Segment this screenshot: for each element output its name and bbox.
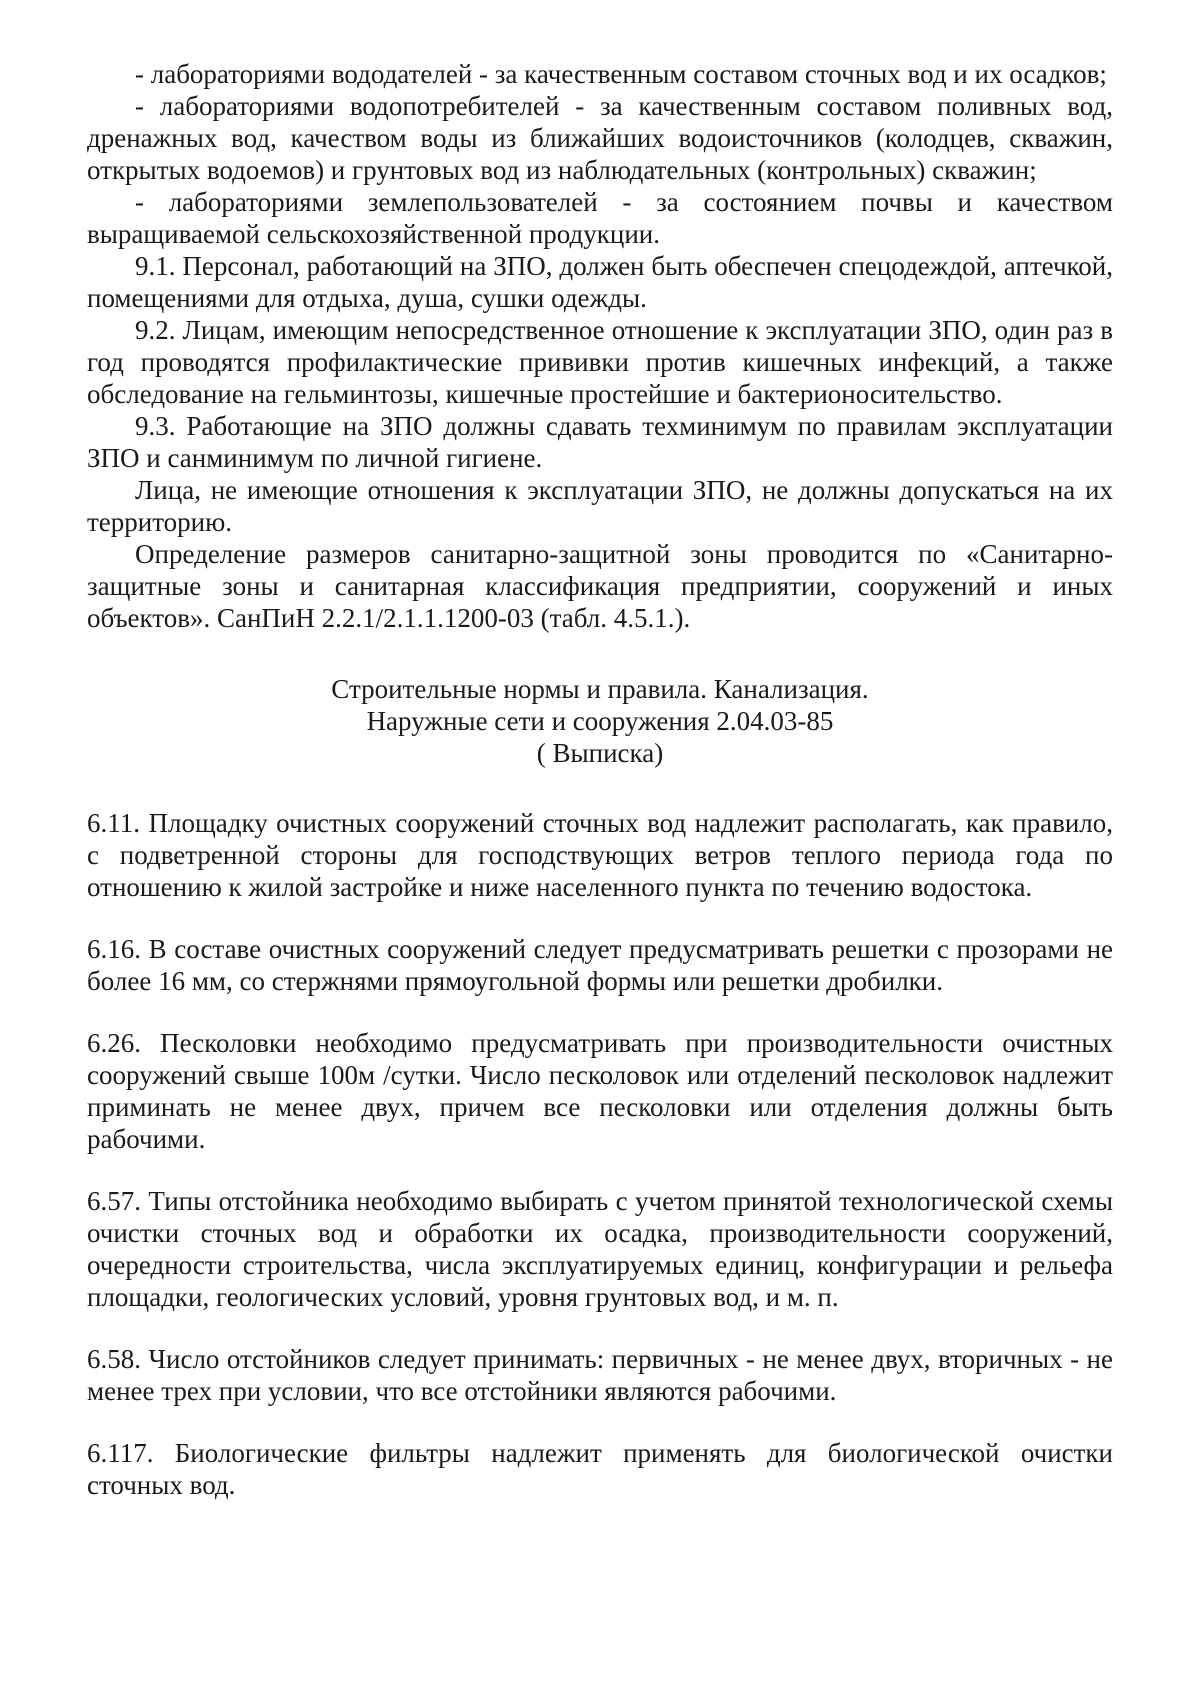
section-6-58: 6.58. Число отстойников следует принимать: первичных - не менее двух, вторичных - не менее трех при условии, что все отстойники являются рабочими. bbox=[87, 1344, 1113, 1406]
heading-line-2: Наружные сети и сооружения 2.04.03-85 bbox=[366, 706, 834, 736]
section-heading bbox=[87, 673, 1113, 769]
section-6-57: 6.57. Типы отстойника необходимо выбирать с учетом принятой технологической схемы очистки сточных вод и обработки их осадка, производительности сооружений, очередности строительства, числа эксплуатируемых единиц, конфигурации и рельефа площадки, геологических условий, уровня грунтовых вод, и м. п. bbox=[87, 1186, 1113, 1312]
paragraph-lab-water-consumers: - лабораториями водопотребителей - за качественным составом поливных вод, дренажных вод, качеством воды из ближайших водоисточников (колодцев, скважин, открытых водоемов) и грунтовых вод из наблюдательных (контрольных) скважин; bbox=[87, 91, 1113, 185]
paragraph-9-2: 9.2. Лицам, имеющим непосредственное отношение к эксплуатации ЗПО, один раз в год проводятся профилактические прививки против кишечных инфекций, а также обследование на гельминтозы, кишечные простейшие и бактерионосительство. bbox=[87, 315, 1113, 409]
heading-line-3: ( Выписка) bbox=[536, 738, 664, 768]
heading-line-1: Строительные нормы и правила. Канализация. bbox=[331, 674, 869, 704]
paragraph-9-1: 9.1. Персонал, работающий на ЗПО, должен быть обеспечен спецодеждой, аптечкой, помещениями для отдыха, душа, сушки одежды. bbox=[87, 251, 1113, 313]
section-6-117: 6.117. Биологические фильтры надлежит применять для биологической очистки сточных вод. bbox=[87, 1438, 1113, 1500]
sections-block bbox=[87, 807, 1113, 1501]
paragraph-lab-water-providers: - лабораториями вододателей - за качественным составом сточных вод и их осадков; bbox=[135, 59, 1107, 89]
paragraph-9-3: 9.3. Работающие на ЗПО должны сдавать техминимум по правилам эксплуатации ЗПО и санминимум по личной гигиене. bbox=[87, 411, 1113, 473]
section-6-26: 6.26. Песколовки необходимо предусматривать при производительности очистных сооружений свыше 100м /сутки. Число песколовок или отделений песколовок надлежит приминать не менее двух, причем все песколовки или отделения должны быть рабочими. bbox=[87, 1028, 1113, 1154]
section-6-16: 6.16. В составе очистных сооружений следует предусматривать решетки с прозорами не более 16 мм, со стержнями прямоугольной формы или решетки дробилки. bbox=[87, 934, 1113, 996]
paragraph-access-restriction: Лица, не имеющие отношения к эксплуатации ЗПО, не должны допускаться на их территорию. bbox=[87, 475, 1113, 537]
paragraph-sanitary-zone: Определение размеров санитарно-защитной зоны проводится по «Санитарно-защитные зоны и санитарная классификация предприятии, сооружений и иных объектов». СанПиН 2.2.1/2.1.1.1200-03 (табл. 4.5.1.). bbox=[87, 539, 1113, 633]
intro-block bbox=[87, 58, 1113, 634]
section-6-11: 6.11. Площадку очистных сооружений сточных вод надлежит располагать, как правило, с подветренной стороны для господствующих ветров теплого периода года по отношению к жилой застройке и ниже населенного пункта по течению водостока. bbox=[87, 808, 1113, 902]
paragraph-lab-land-users: - лабораториями землепользователей - за состоянием почвы и качеством выращиваемой сельскохозяйственной продукции. bbox=[87, 187, 1113, 249]
